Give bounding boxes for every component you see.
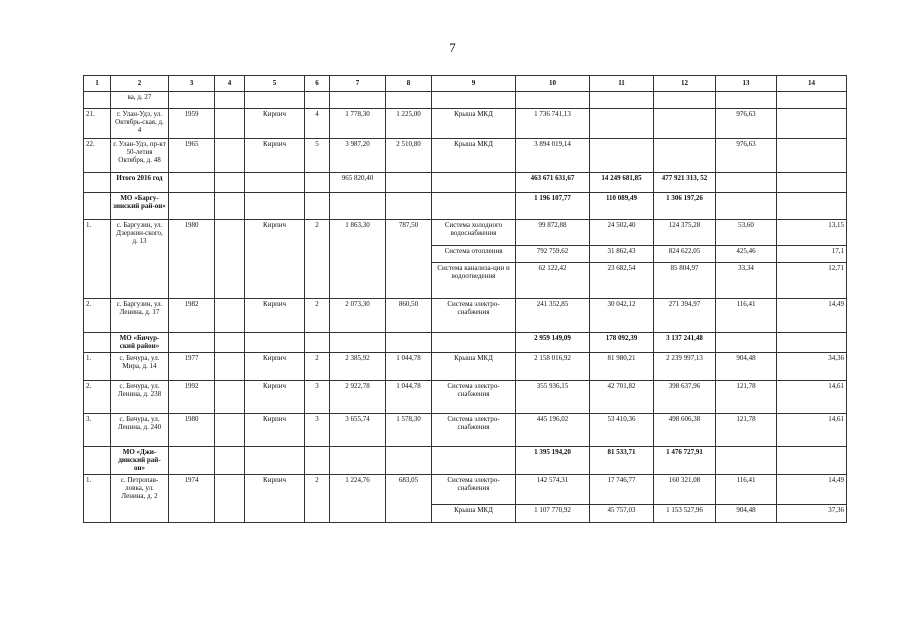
row-number: 1. xyxy=(84,220,111,299)
address-cell: с. Петропав-ловка, ул. Ленина, д. 2 xyxy=(111,475,169,523)
material-cell: Кирпич xyxy=(245,109,305,139)
amount-cell: 85 804,97 xyxy=(654,263,716,299)
column-header: 7 xyxy=(330,76,386,92)
area-cell: 860,50 xyxy=(386,299,432,333)
address-cell: г. Улан-Удэ, пр-кт 50-летия Октября, д. 48 xyxy=(111,139,169,173)
amount-cell: 1 395 194,20 xyxy=(516,447,590,475)
unit-cost-cell: 14,61 xyxy=(777,381,847,414)
address-cell: с. Баргузин, ул. Ленина, д. 17 xyxy=(111,299,169,333)
amount-cell: 1 476 727,91 xyxy=(654,447,716,475)
amount-cell: 30 042,12 xyxy=(590,299,654,333)
column-header: 8 xyxy=(386,76,432,92)
area-cell: 787,50 xyxy=(386,220,432,299)
table-row xyxy=(84,475,847,505)
floors-cell: 2 xyxy=(305,220,330,299)
material-cell: Кирпич xyxy=(245,353,305,381)
unit-cost-cell: 34,36 xyxy=(777,353,847,381)
amount-cell: 355 936,15 xyxy=(516,381,590,414)
unit-cost-cell: 14,49 xyxy=(777,299,847,333)
area-cell: 2 510,80 xyxy=(386,139,432,173)
amount-cell: 445 196,02 xyxy=(516,414,590,447)
district-row xyxy=(84,193,847,220)
district-label: МО «Баргу-зинский рай-он» xyxy=(111,193,169,220)
address-cell: ва, д. 27 xyxy=(111,92,169,109)
row-number: 2. xyxy=(84,381,111,414)
year-cell: 1980 xyxy=(169,220,215,299)
unit-cost-cell: 425,46 xyxy=(716,246,777,263)
area-cell: 1 224,76 xyxy=(330,475,386,523)
work-type-cell: Система электро-снабжения xyxy=(432,475,516,505)
work-type-cell: Система холодного водоснабжения xyxy=(432,220,516,246)
year-cell: 1982 xyxy=(169,299,215,333)
unit-cost-cell: 14,49 xyxy=(777,475,847,505)
column-header: 10 xyxy=(516,76,590,92)
column-header: 4 xyxy=(215,76,245,92)
year-cell: 1965 xyxy=(169,139,215,173)
amount-cell: 1 736 741,13 xyxy=(516,109,590,139)
year-cell: 1977 xyxy=(169,353,215,381)
row-number: 21. xyxy=(84,109,111,139)
area-cell: 1 778,30 xyxy=(330,109,386,139)
amount-cell: 62 122,42 xyxy=(516,263,590,299)
floors-cell: 5 xyxy=(305,139,330,173)
amount-cell: 110 089,49 xyxy=(590,193,654,220)
amount-cell: 42 701,82 xyxy=(590,381,654,414)
amount-cell: 1 196 107,77 xyxy=(516,193,590,220)
amount-cell: 1 306 197,26 xyxy=(654,193,716,220)
page-number: 7 xyxy=(449,40,456,55)
unit-cost-cell: 976,63 xyxy=(716,139,777,173)
work-type-cell: Крыша МКД xyxy=(432,353,516,381)
total-label: Итого 2016 год xyxy=(111,173,169,193)
amount-cell: 824 622,05 xyxy=(654,246,716,263)
unit-cost-cell: 12,71 xyxy=(777,263,847,299)
work-type-cell: Крыша МКД xyxy=(432,139,516,173)
column-header: 14 xyxy=(777,76,847,92)
table-row xyxy=(84,381,847,414)
material-cell: Кирпич xyxy=(245,414,305,447)
unit-cost-cell: 904,48 xyxy=(716,505,777,523)
amount-cell: 1 153 527,96 xyxy=(654,505,716,523)
material-cell: Кирпич xyxy=(245,475,305,523)
area-cell: 2 385,92 xyxy=(330,353,386,381)
amount-cell: 23 682,54 xyxy=(590,263,654,299)
floors-cell: 3 xyxy=(305,381,330,414)
unit-cost-cell: 121,78 xyxy=(716,381,777,414)
unit-cost-cell: 17,1 xyxy=(777,246,847,263)
work-type-cell: Система канализа-ции и водоотведения xyxy=(432,263,516,299)
column-header: 9 xyxy=(432,76,516,92)
column-header: 1 xyxy=(84,76,111,92)
amount-cell: 3 894 019,14 xyxy=(516,139,590,173)
unit-cost-cell: 37,36 xyxy=(777,505,847,523)
row-number: 22. xyxy=(84,139,111,173)
amount-cell: 3 137 241,48 xyxy=(654,333,716,353)
floors-cell: 2 xyxy=(305,299,330,333)
work-type-cell: Система отопления xyxy=(432,246,516,263)
amount-cell: 241 352,85 xyxy=(516,299,590,333)
repair-program-table xyxy=(83,75,847,523)
area-cell: 1 044,78 xyxy=(386,353,432,381)
area-cell: 965 820,40 xyxy=(330,173,386,193)
district-row xyxy=(84,333,847,353)
amount-cell: 178 092,39 xyxy=(590,333,654,353)
row-number: 2. xyxy=(84,299,111,333)
column-header: 3 xyxy=(169,76,215,92)
row-number: 1. xyxy=(84,475,111,523)
area-cell: 3 655,74 xyxy=(330,414,386,447)
row-number: 3. xyxy=(84,414,111,447)
work-type-cell: Система электро-снабжения xyxy=(432,381,516,414)
unit-cost-cell: 13,15 xyxy=(777,220,847,246)
year-cell: 1980 xyxy=(169,414,215,447)
table-row xyxy=(84,139,847,173)
amount-cell: 81 980,21 xyxy=(590,353,654,381)
unit-cost-cell: 904,48 xyxy=(716,353,777,381)
column-header: 11 xyxy=(590,76,654,92)
table-row xyxy=(84,220,847,246)
amount-cell: 792 759,62 xyxy=(516,246,590,263)
amount-cell: 2 158 016,92 xyxy=(516,353,590,381)
floors-cell: 4 xyxy=(305,109,330,139)
unit-cost-cell: 976,63 xyxy=(716,109,777,139)
district-row xyxy=(84,447,847,475)
amount-cell: 2 959 149,09 xyxy=(516,333,590,353)
table-row xyxy=(84,109,847,139)
address-cell: с. Баргузин, ул. Дзержин-ского, д. 13 xyxy=(111,220,169,299)
amount-cell: 17 746,77 xyxy=(590,475,654,505)
year-cell: 1959 xyxy=(169,109,215,139)
area-cell: 3 987,20 xyxy=(330,139,386,173)
district-label: МО «Джи-динский рай-он» xyxy=(111,447,169,475)
work-type-cell: Система электро-снабжения xyxy=(432,414,516,447)
amount-cell: 498 606,38 xyxy=(654,414,716,447)
table-row xyxy=(84,414,847,447)
unit-cost-cell: 116,41 xyxy=(716,299,777,333)
floors-cell: 3 xyxy=(305,414,330,447)
unit-cost-cell: 116,41 xyxy=(716,475,777,505)
area-cell: 2 073,30 xyxy=(330,299,386,333)
floors-cell: 2 xyxy=(305,353,330,381)
material-cell: Кирпич xyxy=(245,381,305,414)
unit-cost-cell: 14,61 xyxy=(777,414,847,447)
row-number: 1. xyxy=(84,353,111,381)
work-type-cell: Крыша МКД xyxy=(432,109,516,139)
amount-cell: 45 757,03 xyxy=(590,505,654,523)
amount-cell: 398 637,96 xyxy=(654,381,716,414)
address-cell: с. Бичура, ул. Ленина, д. 238 xyxy=(111,381,169,414)
column-header: 6 xyxy=(305,76,330,92)
area-cell: 2 922,78 xyxy=(330,381,386,414)
column-header: 5 xyxy=(245,76,305,92)
area-cell: 1 044,78 xyxy=(386,381,432,414)
column-header: 2 xyxy=(111,76,169,92)
area-cell: 1 863,30 xyxy=(330,220,386,299)
work-type-cell: Крыша МКД xyxy=(432,505,516,523)
amount-cell: 124 375,28 xyxy=(654,220,716,246)
address-cell: г. Улан-Удэ, ул. Октябрь-ская, д. 4 xyxy=(111,109,169,139)
area-cell: 1 578,30 xyxy=(386,414,432,447)
amount-cell: 477 921 313, 52 xyxy=(654,173,716,193)
column-header: 12 xyxy=(654,76,716,92)
amount-cell: 142 574,31 xyxy=(516,475,590,505)
amount-cell: 2 239 997,13 xyxy=(654,353,716,381)
table-row xyxy=(84,299,847,333)
material-cell: Кирпич xyxy=(245,139,305,173)
material-cell: Кирпич xyxy=(245,299,305,333)
header-row xyxy=(84,76,847,92)
address-cell: с. Бичура, ул. Мира, д. 14 xyxy=(111,353,169,381)
amount-cell: 14 249 681,85 xyxy=(590,173,654,193)
amount-cell: 81 533,71 xyxy=(590,447,654,475)
amount-cell: 53 410,36 xyxy=(590,414,654,447)
work-type-cell: Система электро-снабжения xyxy=(432,299,516,333)
district-label: МО «Бичур-ский район» xyxy=(111,333,169,353)
amount-cell: 271 394,97 xyxy=(654,299,716,333)
year-cell: 1974 xyxy=(169,475,215,523)
amount-cell: 24 502,40 xyxy=(590,220,654,246)
amount-cell: 31 862,43 xyxy=(590,246,654,263)
address-cell: с. Бичура, ул. Ленина, д. 240 xyxy=(111,414,169,447)
unit-cost-cell: 121,78 xyxy=(716,414,777,447)
amount-cell: 1 107 770,92 xyxy=(516,505,590,523)
unit-cost-cell: 53,60 xyxy=(716,220,777,246)
area-cell: 1 225,00 xyxy=(386,109,432,139)
table-row xyxy=(84,353,847,381)
floors-cell: 2 xyxy=(305,475,330,523)
table-row xyxy=(84,92,847,109)
unit-cost-cell: 33,34 xyxy=(716,263,777,299)
amount-cell: 160 321,08 xyxy=(654,475,716,505)
area-cell: 683,05 xyxy=(386,475,432,523)
column-header: 13 xyxy=(716,76,777,92)
year-cell: 1992 xyxy=(169,381,215,414)
material-cell: Кирпич xyxy=(245,220,305,299)
amount-cell: 463 671 631,67 xyxy=(516,173,590,193)
amount-cell: 99 872,88 xyxy=(516,220,590,246)
total-row xyxy=(84,173,847,193)
